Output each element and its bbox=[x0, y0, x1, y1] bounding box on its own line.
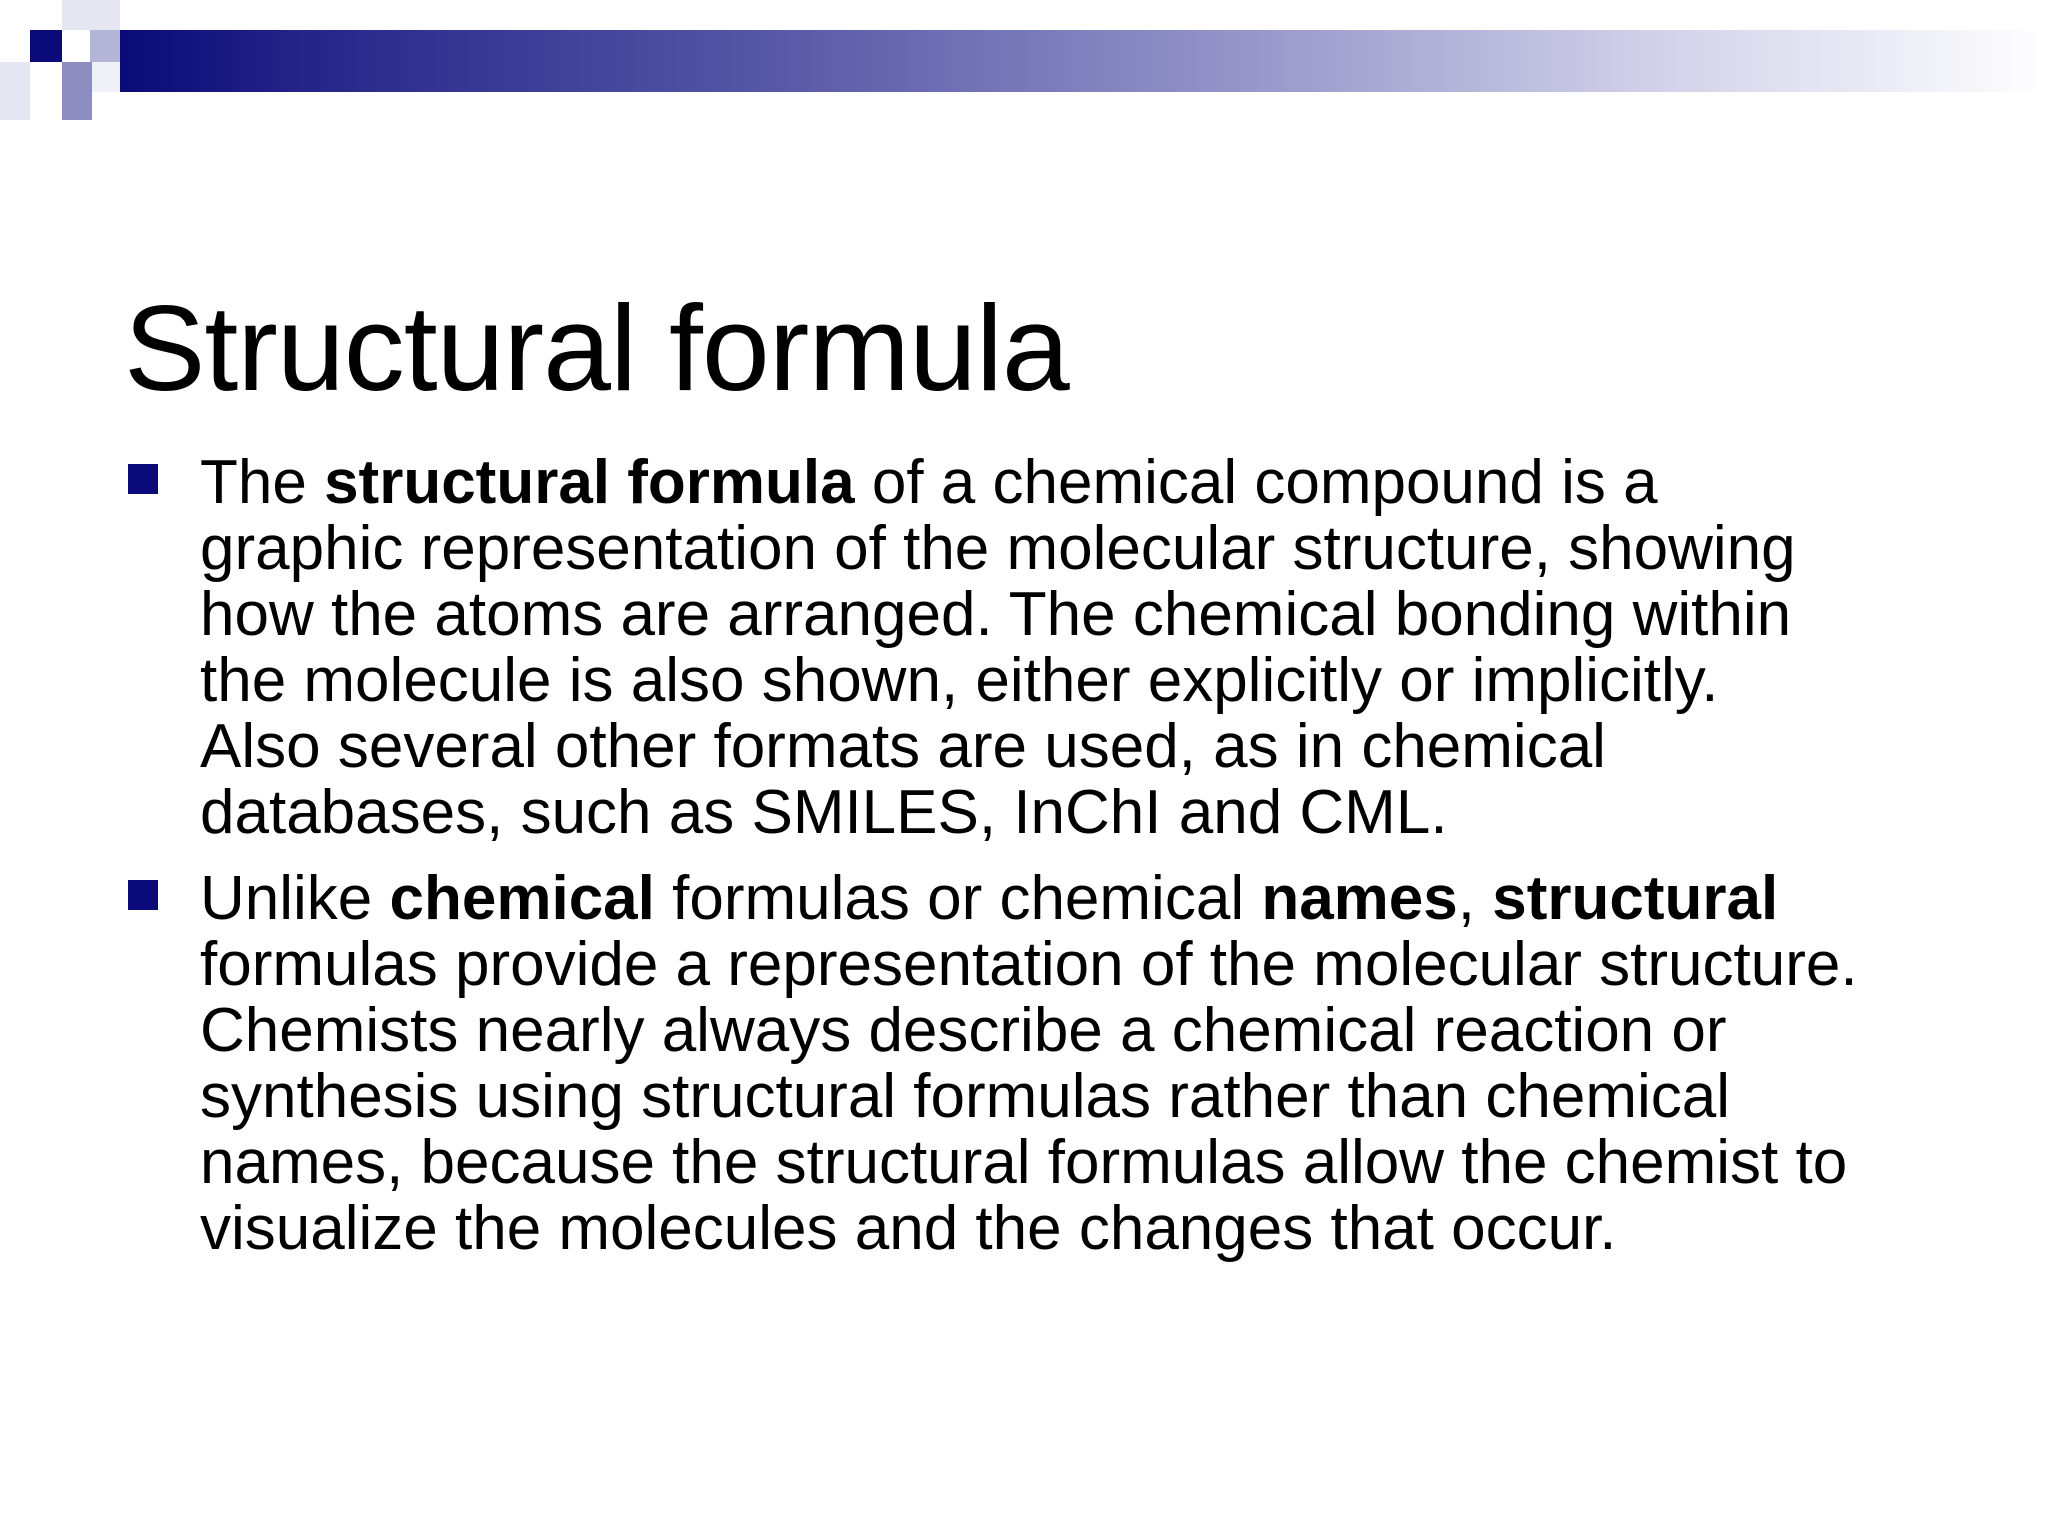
bullet-item bbox=[124, 450, 2034, 846]
text-run: of a chemical compound is a bbox=[854, 448, 1658, 517]
text-run: formulas or chemical bbox=[654, 864, 1262, 933]
bullet-text-line bbox=[200, 1064, 2034, 1130]
bullet-text-line bbox=[200, 714, 2034, 780]
corner-square-decoration bbox=[30, 30, 62, 62]
text-run: Chemists nearly always describe a chemical reaction or bbox=[200, 996, 1727, 1065]
bullet-list bbox=[124, 450, 2034, 1282]
square-bullet-icon bbox=[128, 880, 158, 910]
text-run: the molecule is also shown, either explicitly or implicitly. bbox=[200, 646, 1719, 715]
bullet-text-line bbox=[200, 648, 2034, 714]
bold-term: structural bbox=[1492, 864, 1779, 933]
text-run: visualize the molecules and the changes that occur. bbox=[200, 1194, 1617, 1263]
text-run: Also several other formats are used, as in chemical bbox=[200, 712, 1606, 781]
corner-square-decoration bbox=[62, 62, 92, 120]
corner-square-decoration bbox=[62, 0, 120, 30]
text-run: , bbox=[1457, 864, 1493, 933]
bullet-text-line bbox=[200, 1130, 2034, 1196]
bullet-text-line bbox=[200, 516, 2034, 582]
slide-title: Structural formula bbox=[124, 279, 1069, 416]
square-bullet-icon bbox=[128, 464, 158, 494]
header-gradient-bar bbox=[120, 30, 2048, 92]
bullet-item bbox=[124, 866, 2034, 1262]
corner-square-decoration bbox=[90, 30, 120, 62]
text-run: names, because the structural formulas allow the chemist to bbox=[200, 1128, 1848, 1197]
bold-term: names bbox=[1261, 864, 1458, 933]
bullet-text-line bbox=[200, 866, 2034, 932]
text-run: graphic representation of the molecular structure, showing bbox=[200, 514, 1796, 583]
bullet-text-line bbox=[200, 1196, 2034, 1262]
bullet-text-line bbox=[200, 450, 2034, 516]
text-run: how the atoms are arranged. The chemical bonding within bbox=[200, 580, 1792, 649]
text-run: databases, such as SMILES, InChI and CML. bbox=[200, 778, 1448, 847]
bullet-text-line bbox=[200, 582, 2034, 648]
bullet-text-line bbox=[200, 932, 2034, 998]
bullet-text-line bbox=[200, 780, 2034, 846]
bold-term: chemical bbox=[389, 864, 655, 933]
bullet-text-line bbox=[200, 998, 2034, 1064]
corner-square-decoration bbox=[0, 62, 30, 120]
text-run: The bbox=[200, 448, 325, 517]
corner-square-decoration bbox=[92, 62, 120, 92]
bold-term: structural formula bbox=[324, 448, 855, 517]
text-run: synthesis using structural formulas rather than chemical bbox=[200, 1062, 1730, 1131]
text-run: formulas provide a representation of the molecular structure. bbox=[200, 930, 1858, 999]
text-run: Unlike bbox=[200, 864, 390, 933]
